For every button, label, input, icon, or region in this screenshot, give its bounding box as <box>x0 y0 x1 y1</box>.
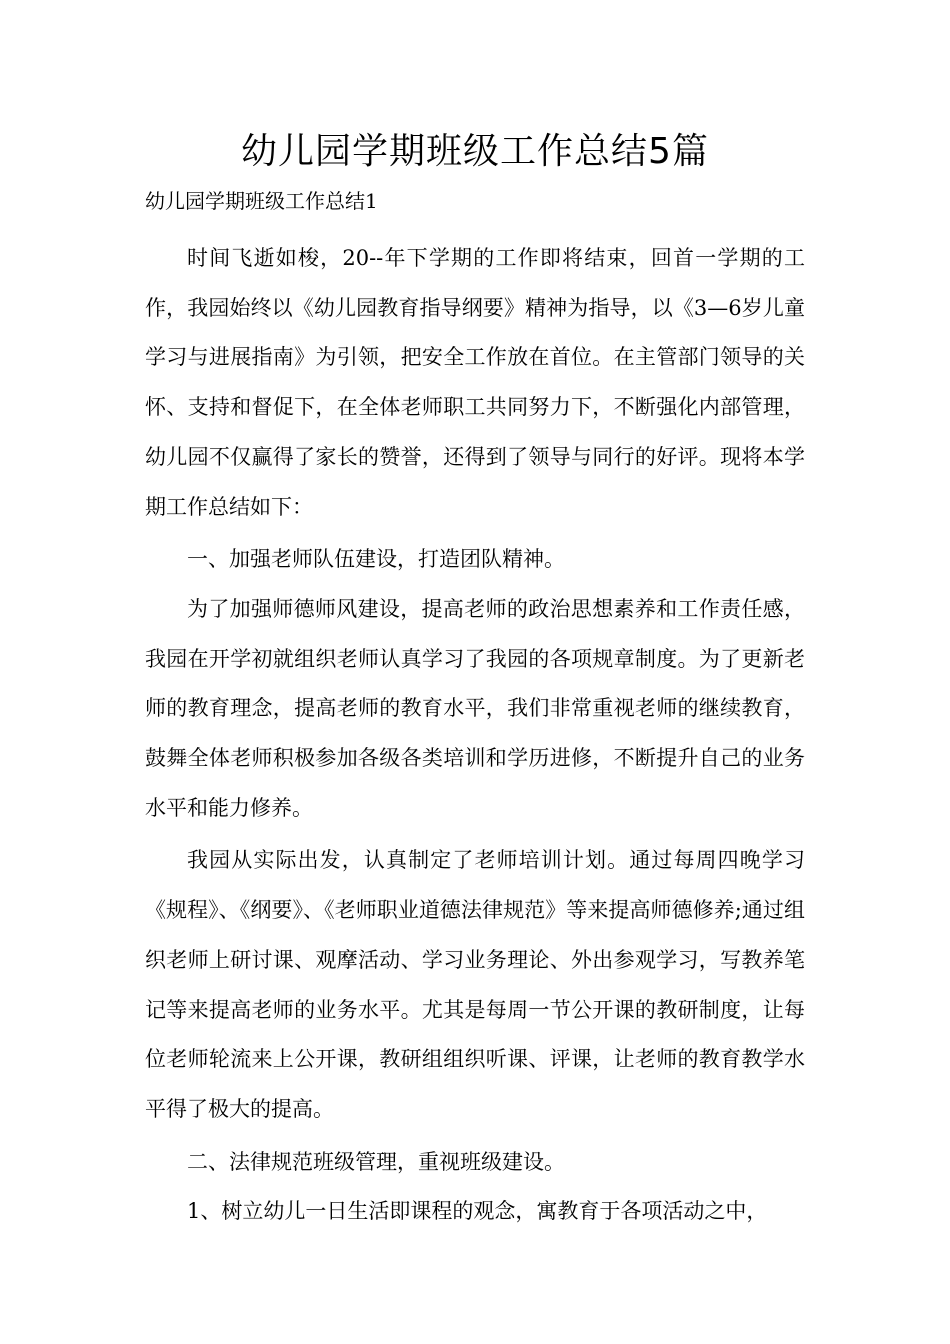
paragraph-intro: 时间飞逝如梭，20--年下学期的工作即将结束，回首一学期的工作，我园始终以《幼儿园教育指导纲要》精神为指导，以《3—6岁儿童学习与进展指南》为引领，把安全工作放在首位。在主管部门领导的关怀、支持和督促下，在全体老师职工共同努力下，不断强化内部管理，幼儿园不仅赢得了家长的赞誉，还得到了领导与同行的好评。现将本学期工作总结如下： <box>145 246 805 519</box>
section-heading-1: 一、加强老师队伍建设，打造团队精神。 <box>187 547 565 572</box>
paragraph-training-plan: 我园从实际出发，认真制定了老师培训计划。通过每周四晚学习《规程》、《纲要》、《老师职业道德法律规范》等来提高师德修养;通过组织老师上研讨课、观摩活动、学习业务理论、外出参观学习，写教养笔记等来提高老师的业务水平。尤其是每周一节公开课的教研制度，让每位老师轮流来上公开课，教研组组织听课、评课，让老师的教育教学水平得了极大的提高。 <box>145 848 805 1121</box>
paragraph-item-1: 1、树立幼儿一日生活即课程的观念，寓教育于各项活动之中， <box>187 1199 768 1224</box>
section-heading-2: 二、法律规范班级管理，重视班级建设。 <box>187 1149 565 1174</box>
document-subtitle: 幼儿园学期班级工作总结1 <box>145 189 378 213</box>
document-title: 幼儿园学期班级工作总结5篇 <box>241 131 709 172</box>
paragraph-teacher-ethics: 为了加强师德师风建设，提高老师的政治思想素养和工作责任感，我园在开学初就组织老师认真学习了我园的各项规章制度。为了更新老师的教育理念，提高老师的教育水平，我们非常重视老师的继续教育，鼓舞全体老师积极参加各级各类培训和学历进修，不断提升自己的业务水平和能力修养。 <box>145 596 805 820</box>
document-body <box>145 234 805 1240</box>
